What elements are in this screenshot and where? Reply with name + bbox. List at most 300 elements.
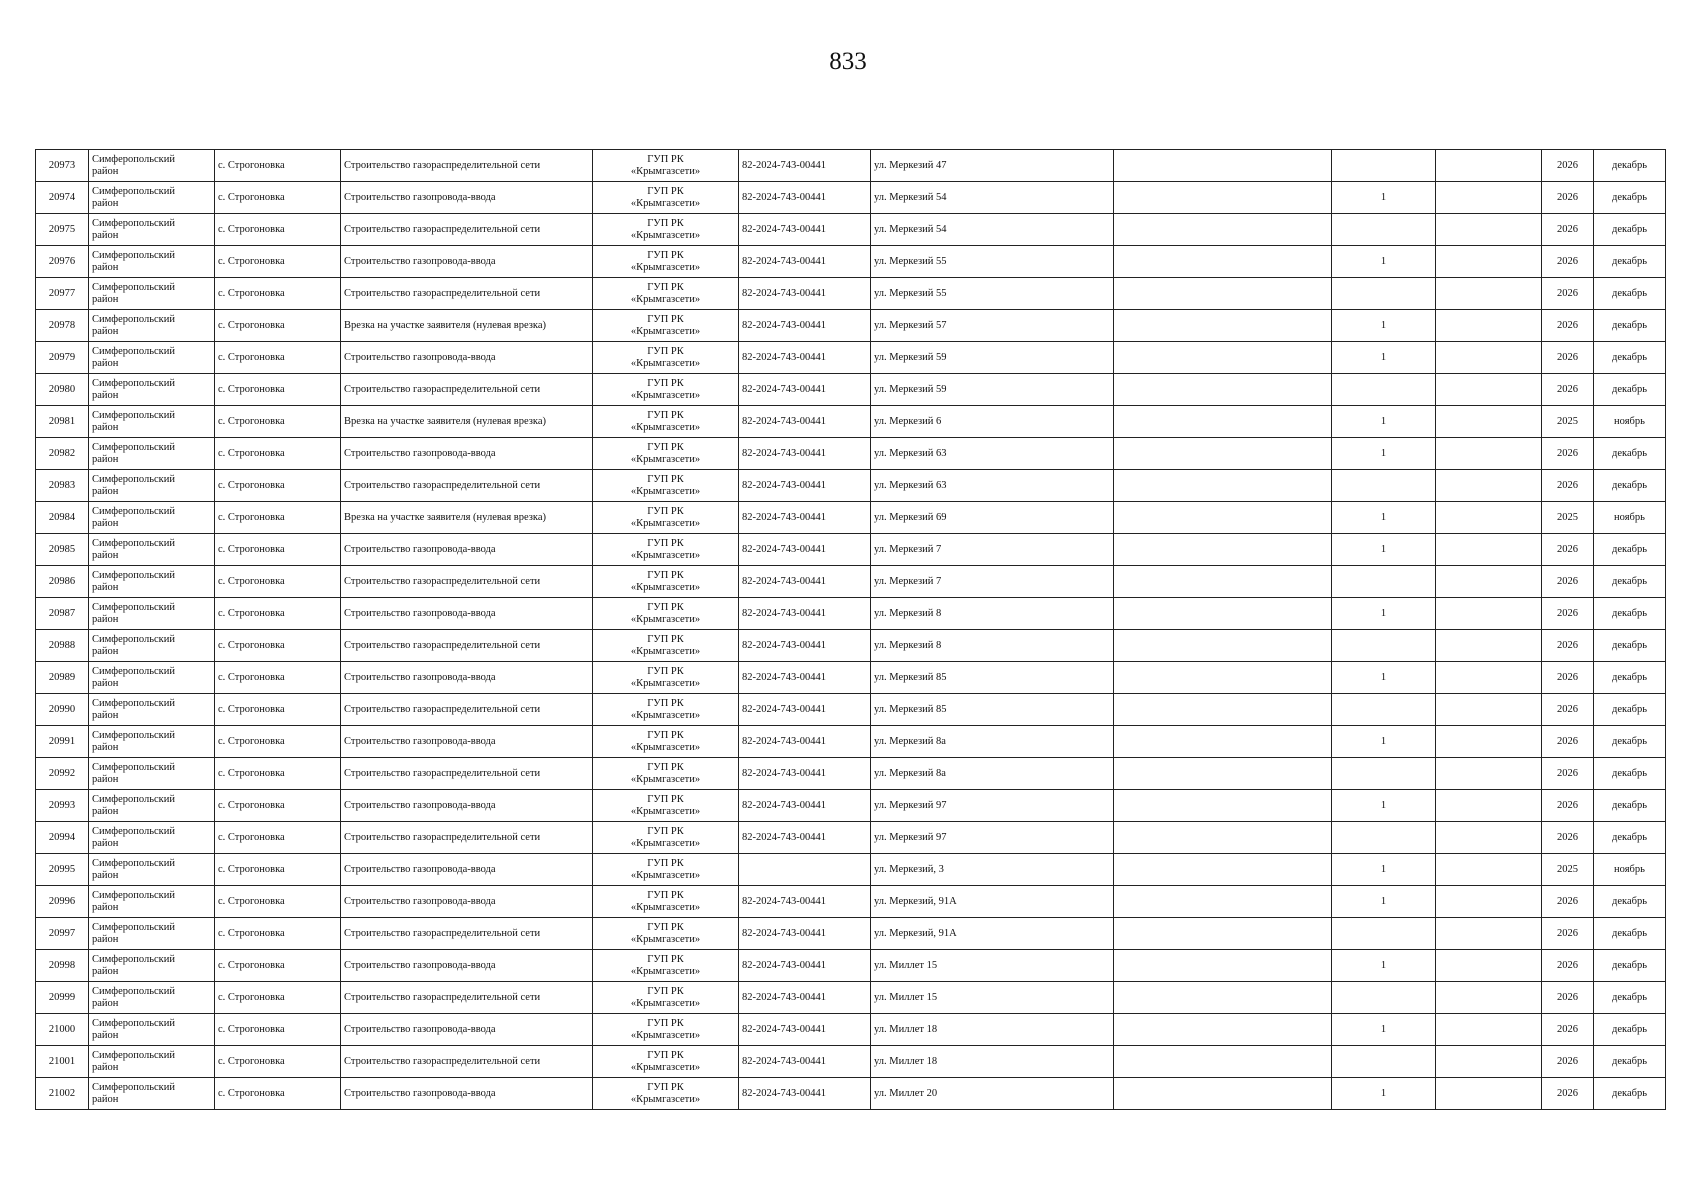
organization-line-1: ГУП РК [647, 474, 684, 486]
village-cell: с. Строгоновка [215, 1046, 341, 1078]
year-cell: 2026 [1542, 1014, 1594, 1046]
district-type: район [92, 389, 119, 401]
year-cell: 2026 [1542, 150, 1594, 182]
village-cell: с. Строгоновка [215, 1078, 341, 1110]
work-type-cell: Строительство газораспределительной сети [341, 630, 593, 662]
organization-line-1: ГУП РК [647, 186, 684, 198]
table-row [36, 374, 1666, 406]
year-cell: 2026 [1542, 982, 1594, 1014]
empty-cell [1114, 790, 1332, 822]
quantity-cell [1332, 374, 1436, 406]
village-cell: с. Строгоновка [215, 694, 341, 726]
district-type: район [92, 453, 119, 465]
year-cell: 2026 [1542, 790, 1594, 822]
table-row [36, 886, 1666, 918]
district-cell [89, 694, 215, 726]
work-type-cell: Строительство газопровода-ввода [341, 950, 593, 982]
program-code-cell: 82-2024-743-00441 [739, 694, 871, 726]
quantity-cell [1332, 630, 1436, 662]
row-number: 20973 [36, 150, 89, 182]
work-type-cell: Строительство газораспределительной сети [341, 566, 593, 598]
address-cell: ул. Меркезий 8а [871, 726, 1114, 758]
empty-cell [1436, 406, 1542, 438]
address-cell: ул. Меркезий 69 [871, 502, 1114, 534]
district-name: Симферопольский [92, 442, 175, 454]
work-type-cell: Строительство газопровода-ввода [341, 598, 593, 630]
work-type-cell: Строительство газопровода-ввода [341, 854, 593, 886]
address-cell: ул. Миллет 20 [871, 1078, 1114, 1110]
table-row [36, 278, 1666, 310]
empty-cell [1114, 758, 1332, 790]
gas-works-table [35, 149, 1666, 1110]
program-code-cell: 82-2024-743-00441 [739, 598, 871, 630]
organization-cell [593, 214, 739, 246]
district-cell [89, 278, 215, 310]
district-type: район [92, 581, 119, 593]
district-name: Симферопольский [92, 826, 175, 838]
organization-line-1: ГУП РК [647, 890, 684, 902]
table-row [36, 630, 1666, 662]
empty-cell [1114, 726, 1332, 758]
table-row [36, 310, 1666, 342]
district-cell [89, 662, 215, 694]
village-cell: с. Строгоновка [215, 1014, 341, 1046]
empty-cell [1114, 598, 1332, 630]
organization-line-2: «Крымгазсети» [630, 325, 701, 337]
row-number: 20997 [36, 918, 89, 950]
empty-cell [1114, 822, 1332, 854]
organization-line-1: ГУП РК [647, 378, 684, 390]
quantity-cell: 1 [1332, 342, 1436, 374]
empty-cell [1114, 694, 1332, 726]
district-name: Симферопольский [92, 410, 175, 422]
page-number: 833 [829, 48, 867, 75]
row-number: 20974 [36, 182, 89, 214]
month-cell: декабрь [1594, 822, 1666, 854]
empty-cell [1436, 534, 1542, 566]
quantity-cell [1332, 470, 1436, 502]
organization-line-2: «Крымгазсети» [630, 965, 701, 977]
work-type-cell: Строительство газораспределительной сети [341, 374, 593, 406]
address-cell: ул. Миллет 18 [871, 1014, 1114, 1046]
district-cell [89, 150, 215, 182]
village-cell: с. Строгоновка [215, 470, 341, 502]
empty-cell [1114, 918, 1332, 950]
empty-cell [1436, 758, 1542, 790]
empty-cell [1436, 310, 1542, 342]
district-cell [89, 758, 215, 790]
month-cell: декабрь [1594, 918, 1666, 950]
year-cell: 2026 [1542, 182, 1594, 214]
row-number: 21000 [36, 1014, 89, 1046]
district-cell [89, 406, 215, 438]
organization-line-2: «Крымгазсети» [630, 517, 701, 529]
district-type: район [92, 261, 119, 273]
organization-line-1: ГУП РК [647, 570, 684, 582]
district-cell [89, 630, 215, 662]
address-cell: ул. Меркезий 85 [871, 694, 1114, 726]
organization-cell [593, 886, 739, 918]
organization-line-1: ГУП РК [647, 506, 684, 518]
table-row [36, 758, 1666, 790]
year-cell: 2026 [1542, 662, 1594, 694]
district-cell [89, 598, 215, 630]
program-code-cell: 82-2024-743-00441 [739, 918, 871, 950]
district-type: район [92, 709, 119, 721]
table-row [36, 406, 1666, 438]
quantity-cell: 1 [1332, 662, 1436, 694]
organization-line-2: «Крымгазсети» [630, 613, 701, 625]
program-code-cell: 82-2024-743-00441 [739, 374, 871, 406]
month-cell: декабрь [1594, 630, 1666, 662]
organization-line-1: ГУП РК [647, 1018, 684, 1030]
organization-cell [593, 470, 739, 502]
row-number: 20993 [36, 790, 89, 822]
village-cell: с. Строгоновка [215, 534, 341, 566]
work-type-cell: Строительство газораспределительной сети [341, 918, 593, 950]
district-name: Симферопольский [92, 186, 175, 198]
work-type-cell: Строительство газораспределительной сети [341, 758, 593, 790]
empty-cell [1114, 566, 1332, 598]
year-cell: 2026 [1542, 630, 1594, 662]
district-cell [89, 342, 215, 374]
year-cell: 2026 [1542, 374, 1594, 406]
village-cell: с. Строгоновка [215, 854, 341, 886]
empty-cell [1436, 214, 1542, 246]
empty-cell [1114, 886, 1332, 918]
empty-cell [1436, 822, 1542, 854]
empty-cell [1114, 662, 1332, 694]
quantity-cell: 1 [1332, 1078, 1436, 1110]
organization-line-1: ГУП РК [647, 698, 684, 710]
organization-line-1: ГУП РК [647, 314, 684, 326]
empty-cell [1436, 470, 1542, 502]
quantity-cell: 1 [1332, 438, 1436, 470]
work-type-cell: Строительство газораспределительной сети [341, 214, 593, 246]
organization-cell [593, 278, 739, 310]
empty-cell [1114, 534, 1332, 566]
table-row [36, 822, 1666, 854]
address-cell: ул. Меркезий, 91А [871, 886, 1114, 918]
program-code-cell [739, 854, 871, 886]
village-cell: с. Строгоновка [215, 630, 341, 662]
organization-line-2: «Крымгазсети» [630, 741, 701, 753]
district-type: район [92, 613, 119, 625]
empty-cell [1436, 566, 1542, 598]
year-cell: 2026 [1542, 310, 1594, 342]
table-row [36, 246, 1666, 278]
table-row [36, 1078, 1666, 1110]
program-code-cell: 82-2024-743-00441 [739, 726, 871, 758]
district-type: район [92, 325, 119, 337]
program-code-cell: 82-2024-743-00441 [739, 630, 871, 662]
month-cell: декабрь [1594, 726, 1666, 758]
work-type-cell: Строительство газораспределительной сети [341, 150, 593, 182]
empty-cell [1114, 150, 1332, 182]
address-cell: ул. Меркезий 8 [871, 630, 1114, 662]
work-type-cell: Строительство газораспределительной сети [341, 470, 593, 502]
program-code-cell: 82-2024-743-00441 [739, 1046, 871, 1078]
program-code-cell: 82-2024-743-00441 [739, 438, 871, 470]
month-cell: декабрь [1594, 950, 1666, 982]
district-name: Симферопольский [92, 666, 175, 678]
quantity-cell [1332, 982, 1436, 1014]
quantity-cell [1332, 694, 1436, 726]
table-row [36, 598, 1666, 630]
row-number: 20980 [36, 374, 89, 406]
organization-line-2: «Крымгазсети» [630, 549, 701, 561]
program-code-cell: 82-2024-743-00441 [739, 150, 871, 182]
organization-line-1: ГУП РК [647, 602, 684, 614]
table-row [36, 502, 1666, 534]
work-type-cell: Строительство газораспределительной сети [341, 982, 593, 1014]
program-code-cell: 82-2024-743-00441 [739, 790, 871, 822]
organization-line-2: «Крымгазсети» [630, 869, 701, 881]
organization-cell [593, 790, 739, 822]
table-row [36, 566, 1666, 598]
program-code-cell: 82-2024-743-00441 [739, 342, 871, 374]
village-cell: с. Строгоновка [215, 566, 341, 598]
district-name: Симферопольский [92, 218, 175, 230]
table-row [36, 214, 1666, 246]
year-cell: 2026 [1542, 246, 1594, 278]
row-number: 20998 [36, 950, 89, 982]
district-cell [89, 182, 215, 214]
row-number: 21002 [36, 1078, 89, 1110]
district-name: Симферопольский [92, 1018, 175, 1030]
organization-cell [593, 502, 739, 534]
organization-line-1: ГУП РК [647, 1050, 684, 1062]
table-row [36, 918, 1666, 950]
month-cell: декабрь [1594, 438, 1666, 470]
year-cell: 2025 [1542, 502, 1594, 534]
work-type-cell: Строительство газораспределительной сети [341, 694, 593, 726]
district-name: Симферопольский [92, 602, 175, 614]
quantity-cell: 1 [1332, 246, 1436, 278]
district-cell [89, 438, 215, 470]
organization-line-1: ГУП РК [647, 794, 684, 806]
village-cell: с. Строгоновка [215, 822, 341, 854]
organization-line-2: «Крымгазсети» [630, 677, 701, 689]
empty-cell [1436, 598, 1542, 630]
table-row [36, 342, 1666, 374]
year-cell: 2026 [1542, 534, 1594, 566]
village-cell: с. Строгоновка [215, 278, 341, 310]
empty-cell [1114, 982, 1332, 1014]
organization-line-2: «Крымгазсети» [630, 229, 701, 241]
empty-cell [1114, 950, 1332, 982]
village-cell: с. Строгоновка [215, 982, 341, 1014]
month-cell: декабрь [1594, 886, 1666, 918]
district-name: Симферопольский [92, 474, 175, 486]
row-number: 20990 [36, 694, 89, 726]
year-cell: 2026 [1542, 566, 1594, 598]
table-body [36, 150, 1666, 1110]
district-name: Симферопольский [92, 698, 175, 710]
district-type: район [92, 165, 119, 177]
district-name: Симферопольский [92, 986, 175, 998]
address-cell: ул. Меркезий 59 [871, 374, 1114, 406]
month-cell: декабрь [1594, 278, 1666, 310]
program-code-cell: 82-2024-743-00441 [739, 886, 871, 918]
village-cell: с. Строгоновка [215, 886, 341, 918]
work-type-cell: Строительство газопровода-ввода [341, 662, 593, 694]
organization-line-1: ГУП РК [647, 538, 684, 550]
organization-line-1: ГУП РК [647, 154, 684, 166]
address-cell: ул. Меркезий 97 [871, 790, 1114, 822]
organization-line-2: «Крымгазсети» [630, 485, 701, 497]
month-cell: декабрь [1594, 982, 1666, 1014]
program-code-cell: 82-2024-743-00441 [739, 246, 871, 278]
district-type: район [92, 1029, 119, 1041]
district-cell [89, 950, 215, 982]
month-cell: декабрь [1594, 534, 1666, 566]
program-code-cell: 82-2024-743-00441 [739, 214, 871, 246]
work-type-cell: Врезка на участке заявителя (нулевая врезка) [341, 310, 593, 342]
empty-cell [1114, 278, 1332, 310]
organization-line-1: ГУП РК [647, 1082, 684, 1094]
address-cell: ул. Меркезий 57 [871, 310, 1114, 342]
organization-cell [593, 534, 739, 566]
empty-cell [1114, 246, 1332, 278]
organization-line-2: «Крымгазсети» [630, 389, 701, 401]
village-cell: с. Строгоновка [215, 950, 341, 982]
organization-cell [593, 438, 739, 470]
quantity-cell: 1 [1332, 790, 1436, 822]
year-cell: 2026 [1542, 886, 1594, 918]
month-cell: декабрь [1594, 470, 1666, 502]
district-cell [89, 1046, 215, 1078]
village-cell: с. Строгоновка [215, 918, 341, 950]
organization-cell [593, 374, 739, 406]
empty-cell [1436, 246, 1542, 278]
month-cell: декабрь [1594, 566, 1666, 598]
month-cell: декабрь [1594, 214, 1666, 246]
program-code-cell: 82-2024-743-00441 [739, 470, 871, 502]
organization-cell [593, 758, 739, 790]
row-number: 20987 [36, 598, 89, 630]
organization-line-2: «Крымгазсети» [630, 709, 701, 721]
organization-cell [593, 1046, 739, 1078]
district-name: Симферопольский [92, 922, 175, 934]
organization-line-1: ГУП РК [647, 250, 684, 262]
address-cell: ул. Меркезий 7 [871, 566, 1114, 598]
work-type-cell: Строительство газораспределительной сети [341, 1046, 593, 1078]
address-cell: ул. Меркезий 97 [871, 822, 1114, 854]
row-number: 21001 [36, 1046, 89, 1078]
program-code-cell: 82-2024-743-00441 [739, 822, 871, 854]
address-cell: ул. Меркезий 6 [871, 406, 1114, 438]
year-cell: 2026 [1542, 1078, 1594, 1110]
organization-line-2: «Крымгазсети» [630, 581, 701, 593]
district-type: район [92, 549, 119, 561]
empty-cell [1114, 310, 1332, 342]
organization-line-1: ГУП РК [647, 666, 684, 678]
district-type: район [92, 997, 119, 1009]
address-cell: ул. Меркезий 47 [871, 150, 1114, 182]
quantity-cell: 1 [1332, 534, 1436, 566]
organization-line-1: ГУП РК [647, 218, 684, 230]
empty-cell [1436, 438, 1542, 470]
quantity-cell: 1 [1332, 502, 1436, 534]
empty-cell [1436, 1046, 1542, 1078]
organization-line-2: «Крымгазсети» [630, 1029, 701, 1041]
row-number: 20976 [36, 246, 89, 278]
month-cell: декабрь [1594, 342, 1666, 374]
organization-line-1: ГУП РК [647, 442, 684, 454]
district-name: Симферопольский [92, 346, 175, 358]
empty-cell [1436, 694, 1542, 726]
district-name: Симферопольский [92, 154, 175, 166]
table-row [36, 790, 1666, 822]
empty-cell [1436, 726, 1542, 758]
row-number: 20983 [36, 470, 89, 502]
district-name: Симферопольский [92, 1082, 175, 1094]
year-cell: 2025 [1542, 854, 1594, 886]
village-cell: с. Строгоновка [215, 598, 341, 630]
village-cell: с. Строгоновка [215, 758, 341, 790]
empty-cell [1436, 854, 1542, 886]
program-code-cell: 82-2024-743-00441 [739, 662, 871, 694]
table-row [36, 726, 1666, 758]
year-cell: 2026 [1542, 950, 1594, 982]
empty-cell [1436, 918, 1542, 950]
address-cell: ул. Меркезий 54 [871, 214, 1114, 246]
organization-line-1: ГУП РК [647, 410, 684, 422]
table-row [36, 662, 1666, 694]
month-cell: ноябрь [1594, 406, 1666, 438]
quantity-cell [1332, 1046, 1436, 1078]
organization-cell [593, 406, 739, 438]
district-type: район [92, 677, 119, 689]
organization-cell [593, 1078, 739, 1110]
organization-cell [593, 662, 739, 694]
row-number: 20995 [36, 854, 89, 886]
district-type: район [92, 197, 119, 209]
village-cell: с. Строгоновка [215, 150, 341, 182]
district-type: район [92, 485, 119, 497]
organization-line-2: «Крымгазсети» [630, 933, 701, 945]
table-row [36, 182, 1666, 214]
work-type-cell: Строительство газопровода-ввода [341, 182, 593, 214]
work-type-cell: Строительство газопровода-ввода [341, 790, 593, 822]
quantity-cell: 1 [1332, 1014, 1436, 1046]
table-row [36, 950, 1666, 982]
year-cell: 2026 [1542, 438, 1594, 470]
quantity-cell: 1 [1332, 182, 1436, 214]
address-cell: ул. Меркезий 55 [871, 246, 1114, 278]
district-type: район [92, 1093, 119, 1105]
row-number: 20986 [36, 566, 89, 598]
district-name: Симферопольский [92, 858, 175, 870]
district-name: Симферопольский [92, 890, 175, 902]
row-number: 20982 [36, 438, 89, 470]
year-cell: 2026 [1542, 278, 1594, 310]
district-name: Симферопольский [92, 314, 175, 326]
organization-cell [593, 854, 739, 886]
month-cell: декабрь [1594, 182, 1666, 214]
program-code-cell: 82-2024-743-00441 [739, 406, 871, 438]
program-code-cell: 82-2024-743-00441 [739, 950, 871, 982]
address-cell: ул. Меркезий 7 [871, 534, 1114, 566]
year-cell: 2026 [1542, 470, 1594, 502]
organization-line-1: ГУП РК [647, 730, 684, 742]
organization-line-1: ГУП РК [647, 762, 684, 774]
organization-cell [593, 182, 739, 214]
district-name: Симферопольский [92, 282, 175, 294]
district-cell [89, 1078, 215, 1110]
district-name: Симферопольский [92, 570, 175, 582]
